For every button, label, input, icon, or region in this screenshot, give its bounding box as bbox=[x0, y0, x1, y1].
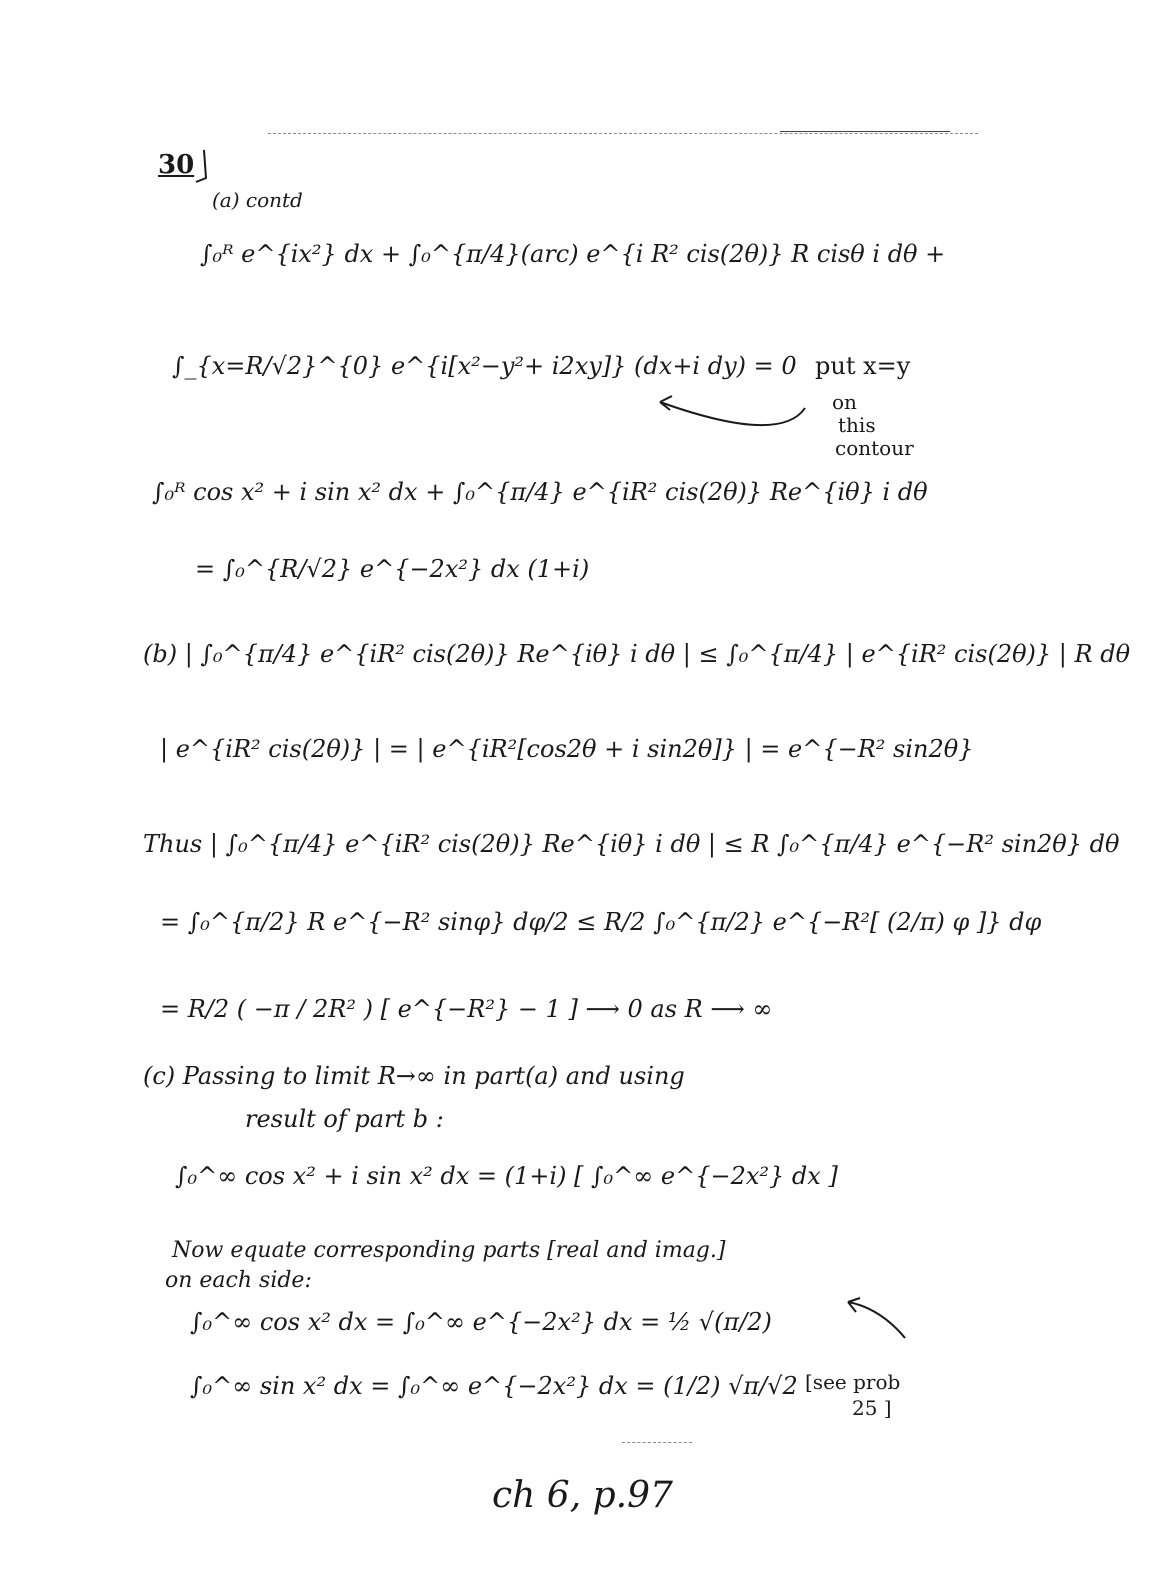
note-contour: contour bbox=[835, 436, 914, 460]
part-b-line3: Thus | ∫₀^{π/4} e^{iR² cis(2θ)} Re^{iθ} i dθ | ≤ R ∫₀^{π/4} e^{−R² sin2θ} dθ bbox=[143, 830, 1120, 858]
note-this: this bbox=[838, 413, 876, 437]
note-on: on bbox=[832, 390, 857, 414]
see-problem-ref: [see prob bbox=[805, 1370, 901, 1394]
part-a-line2: ∫_{x=R/√2}^{0} e^{i[x²−y²+ i2xy]} (dx+i dy) = 0 bbox=[172, 352, 797, 380]
part-c-line4: Now equate corresponding parts [real and imag.] bbox=[172, 1238, 726, 1263]
bottom-rule bbox=[622, 1442, 692, 1443]
part-b-line2: | e^{iR² cis(2θ)} | = | e^{iR²[cos2θ + i sin2θ]} | = e^{−R² sin2θ} bbox=[160, 735, 974, 763]
part-c-line1: (c) Passing to limit R→∞ in part(a) and using bbox=[143, 1062, 685, 1090]
problem-number: 30 bbox=[158, 150, 195, 180]
page-footer: ch 6, p.97 bbox=[492, 1475, 673, 1516]
part-b-line5: = R/2 ( −π / 2R² ) [ e^{−R²} − 1 ] ⟶ 0 as R ⟶ ∞ bbox=[160, 995, 773, 1023]
part-a-label: (a) contd bbox=[212, 188, 303, 212]
note-put-x-equals-y: put x=y bbox=[815, 352, 911, 380]
part-c-line3: ∫₀^∞ cos x² + i sin x² dx = (1+i) [ ∫₀^∞ e^{−2x²} dx ] bbox=[175, 1162, 838, 1190]
see-problem-ref-number: 25 ] bbox=[852, 1396, 892, 1420]
part-c-line5: on each side: bbox=[165, 1268, 312, 1293]
part-c-line2: result of part b : bbox=[245, 1105, 444, 1133]
part-a-line3: ∫₀ᴿ cos x² + i sin x² dx + ∫₀^{π/4} e^{iR² cis(2θ)} Re^{iθ} i dθ bbox=[152, 478, 928, 506]
part-b-line1: (b) | ∫₀^{π/4} e^{iR² cis(2θ)} Re^{iθ} i dθ | ≤ ∫₀^{π/4} | e^{iR² cis(2θ)} | R dθ bbox=[143, 640, 1131, 668]
part-c-line7: ∫₀^∞ sin x² dx = ∫₀^∞ e^{−2x²} dx = (1/2) √π/√2 bbox=[190, 1372, 798, 1400]
part-c-line6: ∫₀^∞ cos x² dx = ∫₀^∞ e^{−2x²} dx = ½ √(π/2) bbox=[190, 1308, 772, 1336]
part-a-line4: = ∫₀^{R/√2} e^{−2x²} dx (1+i) bbox=[195, 555, 590, 583]
part-a-line1: ∫₀ᴿ e^{ix²} dx + ∫₀^{π/4}(arc) e^{i R² cis(2θ)} R cisθ i dθ + bbox=[200, 240, 946, 268]
part-b-line4: = ∫₀^{π/2} R e^{−R² sinφ} dφ/2 ≤ R/2 ∫₀^{π/2} e^{−R²[ (2/π) φ ]} dφ bbox=[160, 908, 1042, 936]
